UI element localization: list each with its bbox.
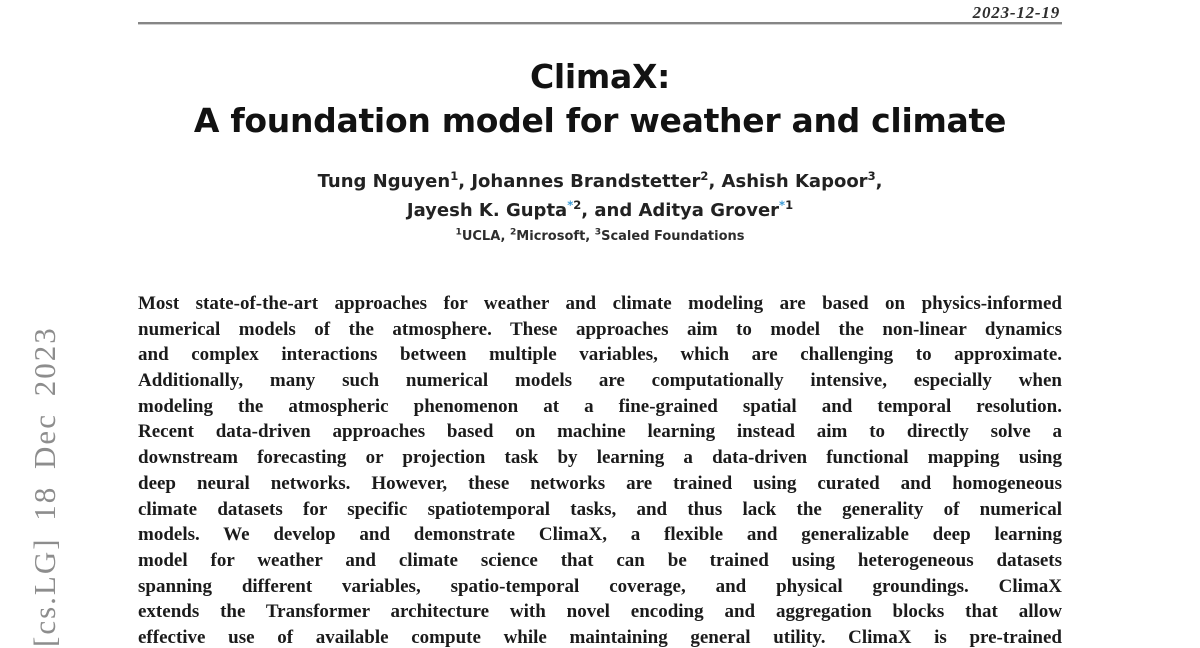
affiliation-mark: 1 (785, 198, 794, 212)
author-line-1 (138, 167, 1062, 196)
abstract-line: model for weather and climate science that can be trained using heterogeneous datasets (138, 549, 1062, 571)
abstract-line: deep neural networks. However, these networks are trained using curated and homogeneous (138, 472, 1062, 494)
affiliation-name: Microsoft, (516, 229, 595, 244)
submission-date: 2023-12-19 (972, 3, 1060, 22)
affiliation-number: 3 (594, 227, 602, 238)
abstract-line: Most state-of-the-art approaches for weather and climate modeling are based on physics-informed (138, 293, 1062, 314)
abstract-line: models. We develop and demonstrate ClimaX, a flexible and generalizable deep learning (138, 524, 1062, 546)
abstract-line: effective use of available compute while maintaining general utility. ClimaX is pre-trained (138, 626, 1062, 648)
affiliation-name: UCLA, (461, 229, 510, 244)
footnote-star-link[interactable]: * (779, 198, 786, 212)
author-name: Aditya Grover (638, 200, 780, 221)
abstract-line: extends the Transformer architecture with novel encoding and aggregation blocks that allow (138, 601, 1062, 623)
abstract-paragraph (138, 291, 1062, 648)
affiliation-mark: 1 (450, 169, 459, 183)
author-separator: , (708, 171, 722, 192)
affiliation-list (138, 229, 1062, 244)
paper-title (138, 55, 1062, 143)
abstract-line: Additionally, many such numerical models are computationally intensive, especially when (138, 370, 1062, 392)
affiliation-mark: 2 (573, 198, 582, 212)
author-separator: , and (581, 200, 639, 221)
footnote-star-link[interactable]: * (567, 198, 574, 212)
abstract-line: Recent data-driven approaches based on machine learning instead aim to directly solve a (138, 421, 1062, 443)
affiliation-number: 1 (455, 227, 462, 238)
title-line-2: A foundation model for weather and climate (193, 101, 1007, 140)
author-name: Johannes Brandstetter (471, 171, 701, 192)
author-separator: , (458, 171, 472, 192)
author-line-2 (138, 196, 1062, 225)
arxiv-sidebar-stamp: [cs.LG] 18 Dec 2023 (27, 326, 62, 647)
author-name: Jayesh K. Gupta (406, 200, 568, 221)
affiliation-mark: 3 (867, 169, 876, 183)
author-separator: , (875, 171, 883, 192)
affiliation-name: Scaled Foundations (601, 229, 745, 244)
author-name: Ashish Kapoor (721, 171, 868, 192)
abstract-line: climate datasets for specific spatiotemporal tasks, and thus lack the generality of numerical (138, 498, 1062, 520)
abstract-line: modeling the atmospheric phenomenon at a fine-grained spatial and temporal resolution. (138, 395, 1062, 417)
affiliation-mark: 2 (700, 169, 709, 183)
abstract-line: downstream forecasting or projection task by learning a data-driven functional mapping using (138, 447, 1062, 469)
affiliation-number: 2 (509, 227, 517, 238)
abstract-line: and complex interactions between multiple variables, which are challenging to approximate. (138, 344, 1062, 366)
abstract-line: numerical models of the atmosphere. These approaches aim to model the non-linear dynamics (138, 318, 1062, 340)
author-name: Tung Nguyen (317, 171, 451, 192)
title-line-1: ClimaX: (529, 57, 671, 96)
header-rule (138, 22, 1062, 24)
abstract-line: spanning different variables, spatio-temporal coverage, and physical groundings. ClimaX (138, 575, 1062, 597)
author-list (138, 167, 1062, 225)
